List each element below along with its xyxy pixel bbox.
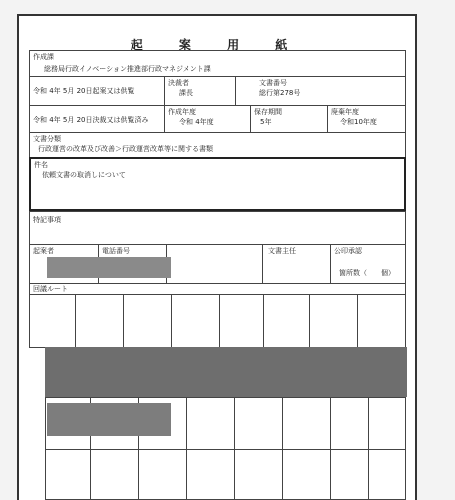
date-drafted-cell [29,76,165,106]
routing-label: 回議ルート [33,285,68,293]
doc-number-cell [235,76,406,106]
routing-cell [123,294,172,348]
disposal-cell [327,105,406,133]
routing-cell [368,449,406,500]
routing-cell [330,449,369,500]
section-value: 総務局行政イノベーション推進部行政マネジメント課 [44,65,211,73]
drafter-label: 起案者 [33,247,54,255]
routing-cell [186,449,235,500]
routing-cell [263,294,310,348]
subject-cell [29,157,406,211]
routing-cell [138,449,187,500]
blank-cell [166,244,263,284]
routing-cell [309,294,358,348]
routing-cell [171,294,220,348]
public-approval-label: 公印承認 [334,247,362,255]
section-cell [29,50,406,77]
routing-cell [45,449,91,500]
approver-value: 課長 [179,89,193,97]
created-year-label: 作成年度 [168,108,196,116]
doc-number-value: 総行第278号 [259,89,301,97]
date-decided: 令和 4年 5月 20日決裁又は供覧済み [33,116,149,124]
routing-cell [282,449,331,500]
routing-cell [29,294,76,348]
doc-manager-label: 文書主任 [268,247,296,255]
retention-cell [250,105,328,133]
doc-manager-cell [262,244,331,284]
redaction-block [47,257,171,278]
subject-value: 依頼文書の取消しについて [42,171,126,179]
classification-cell [29,132,406,158]
routing-cell [330,397,369,450]
retention-label: 保存期間 [254,108,282,116]
draft-form [29,50,406,500]
routing-cell [90,449,139,500]
routing-cell [357,294,406,348]
redaction-block [45,347,407,397]
classification-value: 行政運営の改革及び改善＞行政運営改革等に関する書類 [38,145,213,153]
redaction-block [47,403,171,436]
document-title: 起 案 用 紙 [130,38,304,52]
notes-cell [29,211,406,245]
classification-label: 文書分類 [33,135,61,143]
subject-label: 件名 [34,161,48,169]
approver-cell [164,76,236,106]
created-year-cell [164,105,251,133]
routing-cell [368,397,406,450]
disposal-label: 廃棄年度 [331,108,359,116]
routing-cell [219,294,264,348]
routing-cell [234,397,283,450]
date-drafted: 令和 4年 5月 20日起案又は供覧 [33,87,135,95]
doc-number-label: 文書番号 [259,79,287,87]
routing-cell [234,449,283,500]
created-year-value: 令和 4年度 [179,118,214,126]
disposal-value: 令和10年度 [340,118,377,126]
seal-count-label: 箇所数（ 個） [339,269,395,277]
approver-label: 決裁者 [168,79,189,87]
routing-cell [282,397,331,450]
section-label: 作成課 [33,53,54,61]
public-approval-cell [330,244,406,284]
date-decided-cell [29,105,165,133]
notes-label: 特記事項 [33,216,61,224]
phone-label: 電話番号 [102,247,130,255]
routing-cell [186,397,235,450]
routing-cell [75,294,124,348]
retention-value: 5年 [260,118,272,126]
